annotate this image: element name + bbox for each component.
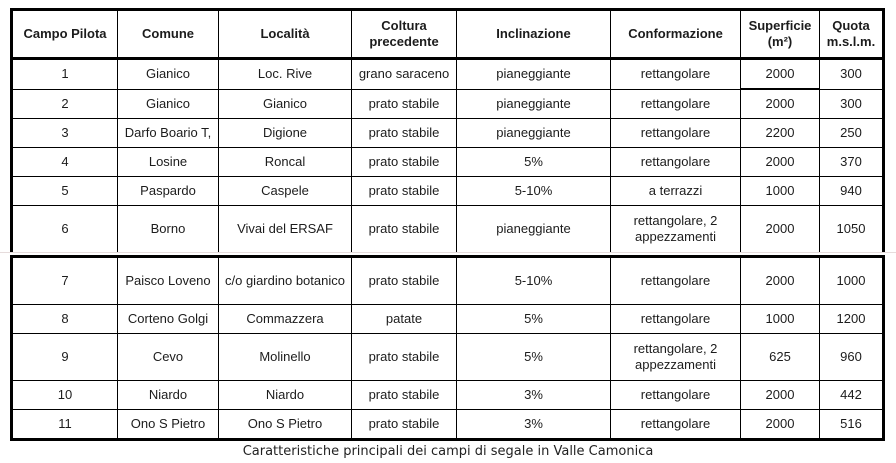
cell-campo-pilota: 6 <box>12 206 118 253</box>
cell-comune: Paisco Loveno <box>118 257 219 305</box>
cell-inclinazione: pianeggiante <box>457 59 611 90</box>
cell-superficie: 2200 <box>741 119 820 148</box>
page-break-line <box>0 252 896 253</box>
table-row <box>12 148 884 177</box>
cell-comune: Corteno Golgi <box>118 305 219 334</box>
table-row <box>12 206 884 253</box>
cell-comune: Darfo Boario T, <box>118 119 219 148</box>
cell-inclinazione: 3% <box>457 381 611 410</box>
cell-localita: Digione <box>219 119 352 148</box>
cell-inclinazione: 5-10% <box>457 177 611 206</box>
cell-localita: c/o giardino botanico <box>219 257 352 305</box>
cell-coltura-precedente: grano saraceno <box>352 59 457 90</box>
cell-superficie: 2000 <box>741 257 820 305</box>
cell-superficie: 2000 <box>741 410 820 440</box>
cell-inclinazione: pianeggiante <box>457 206 611 253</box>
table-row <box>12 381 884 410</box>
cell-conformazione: rettangolare <box>611 257 741 305</box>
column-header-conformazione: Conformazione <box>611 10 741 59</box>
column-header-quota: Quota m.s.l.m. <box>820 10 884 59</box>
cell-conformazione: rettangolare <box>611 119 741 148</box>
cell-comune: Gianico <box>118 89 219 119</box>
cell-superficie: 2000 <box>741 59 820 90</box>
cell-quota: 940 <box>820 177 884 206</box>
cell-conformazione: rettangolare <box>611 305 741 334</box>
cell-inclinazione: 5% <box>457 305 611 334</box>
cell-campo-pilota: 1 <box>12 59 118 90</box>
cell-coltura-precedente: prato stabile <box>352 381 457 410</box>
cell-campo-pilota: 11 <box>12 410 118 440</box>
column-header-localita: Località <box>219 10 352 59</box>
cell-campo-pilota: 9 <box>12 334 118 381</box>
table-row <box>12 410 884 440</box>
table-body <box>12 257 884 440</box>
cell-superficie: 625 <box>741 334 820 381</box>
cell-inclinazione: pianeggiante <box>457 89 611 119</box>
cell-localita: Vivai del ERSAF <box>219 206 352 253</box>
column-header-superficie: Superficie (m²) <box>741 10 820 59</box>
cell-conformazione: rettangolare <box>611 148 741 177</box>
cell-quota: 516 <box>820 410 884 440</box>
cell-inclinazione: 5-10% <box>457 257 611 305</box>
cell-comune: Niardo <box>118 381 219 410</box>
table-row <box>12 257 884 305</box>
table-row <box>12 89 884 119</box>
cell-conformazione: rettangolare <box>611 381 741 410</box>
cell-quota: 250 <box>820 119 884 148</box>
cell-quota: 1000 <box>820 257 884 305</box>
cell-comune: Losine <box>118 148 219 177</box>
cell-quota: 1050 <box>820 206 884 253</box>
cell-comune: Cevo <box>118 334 219 381</box>
cell-comune: Paspardo <box>118 177 219 206</box>
table-row <box>12 59 884 90</box>
table-row <box>12 334 884 381</box>
column-header-campo-pilota: Campo Pilota <box>12 10 118 59</box>
cell-superficie: 1000 <box>741 305 820 334</box>
column-header-inclinazione: Inclinazione <box>457 10 611 59</box>
cell-conformazione: rettangolare, 2 appezzamenti <box>611 206 741 253</box>
cell-campo-pilota: 2 <box>12 89 118 119</box>
table-row <box>12 119 884 148</box>
cell-coltura-precedente: prato stabile <box>352 177 457 206</box>
cell-inclinazione: 5% <box>457 334 611 381</box>
cell-superficie: 2000 <box>741 206 820 253</box>
cell-inclinazione: 3% <box>457 410 611 440</box>
cell-campo-pilota: 5 <box>12 177 118 206</box>
cell-quota: 1200 <box>820 305 884 334</box>
cell-campo-pilota: 7 <box>12 257 118 305</box>
cell-coltura-precedente: prato stabile <box>352 257 457 305</box>
cell-localita: Caspele <box>219 177 352 206</box>
cell-localita: Commazzera <box>219 305 352 334</box>
cell-conformazione: rettangolare <box>611 89 741 119</box>
table-row <box>12 305 884 334</box>
table-body <box>12 59 884 253</box>
cell-quota: 960 <box>820 334 884 381</box>
cell-campo-pilota: 10 <box>12 381 118 410</box>
table-row <box>12 177 884 206</box>
cell-conformazione: a terrazzi <box>611 177 741 206</box>
pilot-fields-table-section-1 <box>10 8 885 253</box>
cell-localita: Gianico <box>219 89 352 119</box>
cell-coltura-precedente: prato stabile <box>352 334 457 381</box>
cell-localita: Molinello <box>219 334 352 381</box>
table-header <box>12 10 884 59</box>
cell-inclinazione: 5% <box>457 148 611 177</box>
cell-campo-pilota: 8 <box>12 305 118 334</box>
cell-coltura-precedente: prato stabile <box>352 119 457 148</box>
cell-comune: Ono S Pietro <box>118 410 219 440</box>
column-header-coltura-precedente: Coltura precedente <box>352 10 457 59</box>
cell-quota: 300 <box>820 89 884 119</box>
cell-superficie: 2000 <box>741 381 820 410</box>
pilot-fields-table-section-2 <box>10 255 885 441</box>
cell-coltura-precedente: patate <box>352 305 457 334</box>
cell-conformazione: rettangolare <box>611 410 741 440</box>
cell-comune: Gianico <box>118 59 219 90</box>
cell-localita: Ono S Pietro <box>219 410 352 440</box>
cell-inclinazione: pianeggiante <box>457 119 611 148</box>
cell-campo-pilota: 4 <box>12 148 118 177</box>
cell-superficie: 2000 <box>741 148 820 177</box>
column-header-comune: Comune <box>118 10 219 59</box>
cell-superficie: 2000 <box>741 89 820 119</box>
cell-quota: 300 <box>820 59 884 90</box>
cell-localita: Roncal <box>219 148 352 177</box>
table-caption: Caratteristiche principali dei campi di segale in Valle Camonica <box>242 444 654 459</box>
cell-coltura-precedente: prato stabile <box>352 410 457 440</box>
cell-quota: 370 <box>820 148 884 177</box>
header-row <box>12 10 884 59</box>
cell-localita: Loc. Rive <box>219 59 352 90</box>
cell-quota: 442 <box>820 381 884 410</box>
cell-conformazione: rettangolare, 2 appezzamenti <box>611 334 741 381</box>
cell-coltura-precedente: prato stabile <box>352 206 457 253</box>
cell-coltura-precedente: prato stabile <box>352 89 457 119</box>
cell-comune: Borno <box>118 206 219 253</box>
cell-conformazione: rettangolare <box>611 59 741 90</box>
cell-coltura-precedente: prato stabile <box>352 148 457 177</box>
cell-localita: Niardo <box>219 381 352 410</box>
cell-campo-pilota: 3 <box>12 119 118 148</box>
cell-superficie: 1000 <box>741 177 820 206</box>
